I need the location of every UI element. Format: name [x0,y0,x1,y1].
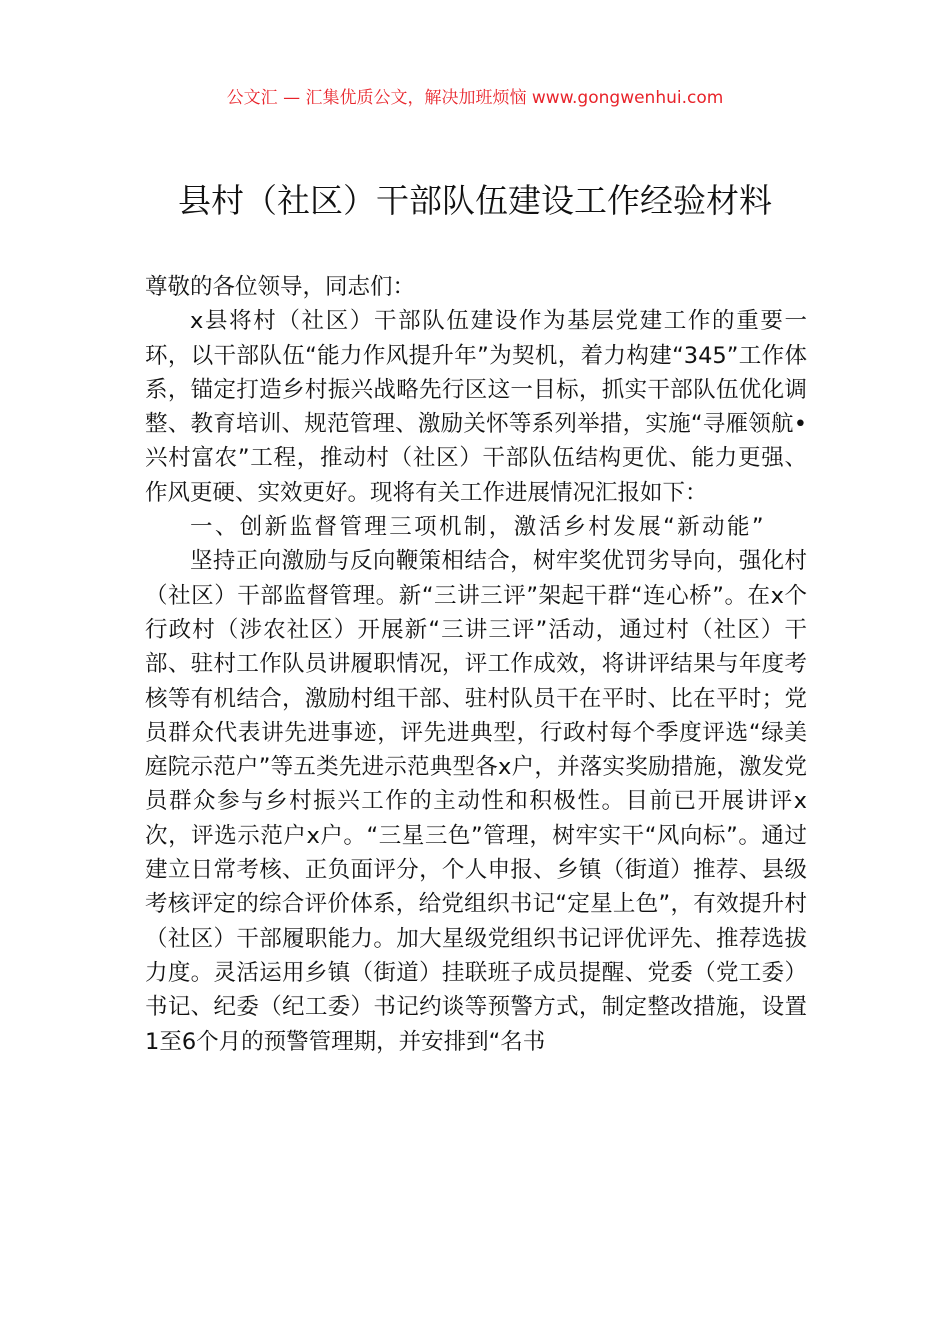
salutation: 尊敬的各位领导，同志们： [145,274,416,300]
document-title: 县村（社区）干部队伍建设工作经验材料 [178,181,772,220]
document-body [145,270,807,1059]
section-1-paragraph: 坚持正向激励与反向鞭策相结合，树牢奖优罚劣导向，强化村（社区）干部监督管理。新“三讲三评”架起干群“连心桥”。在x个行政村（涉农社区）开展新“三讲三评”活动，通过村（社区）干部、驻村工作队员讲履职情况，评工作成效，将讲评结果与年度考核等有机结合，激励村组干部、驻村队员干在平时、比在平时；党员群众代表讲先进事迹，评先进典型，行政村每个季度评选“绿美庭院示范户”等五类先进示范典型各x户，并落实奖励措施，激发党员群众参与乡村振兴工作的主动性和积极性。目前已开展讲评x次，评选示范户x户。“三星三色”管理，树牢实干“风向标”。通过建立日常考核、正负面评分，个人申报、乡镇（街道）推荐、县级考核评定的综合评价体系，给党组织书记“定星上色”，有效提升村（社区）干部履职能力。加大星级党组织书记评优评先、推荐选拔力度。灵活运用乡镇（街道）挂联班子成员提醒、党委（党工委）书记、纪委（纪工委）书记约谈等预警方式，制定整改措施，设置1至6个月的预警管理期，并安排到“名书 [145,548,807,1055]
intro-paragraph: x县将村（社区）干部队伍建设作为基层党建工作的重要一环，以干部队伍“能力作风提升年”为契机，着力构建“345”工作体系，锚定打造乡村振兴战略先行区这一目标，抓实干部队伍优化调整、教育培训、规范管理、激励关怀等系列举措，实施“寻雁领航•兴村富农”工程，推动村（社区）干部队伍结构更优、能力更强、作风更硬、实效更好。现将有关工作进展情况汇报如下： [145,308,807,506]
site-banner: 公文汇 — 汇集优质公文，解决加班烦恼 www.gongwenhui.com [226,88,724,108]
section-heading-1: 一、创新监督管理三项机制，激活乡村发展“新动能” [190,514,766,541]
